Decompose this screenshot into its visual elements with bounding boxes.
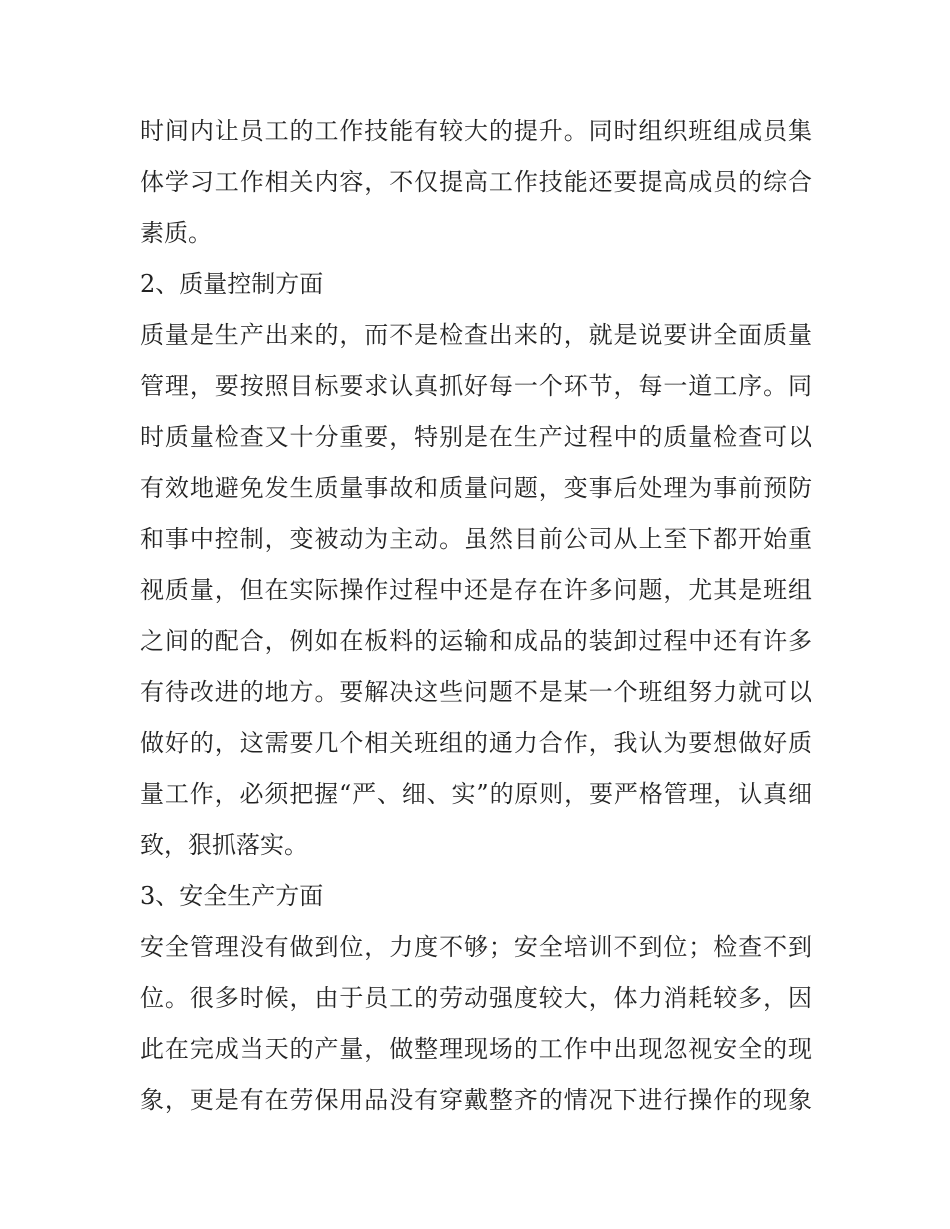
text-line: 视质量，但在实际操作过程中还是存在许多问题，尤其是班组 [140, 576, 812, 604]
text-line: 位。很多时候，由于员工的劳动强度较大，体力消耗较多，因 [140, 984, 812, 1012]
text-line: 安全管理没有做到位，力度不够；安全培训不到位；检查不到 [140, 933, 812, 961]
text-line: 和事中控制，变被动为主动。虽然目前公司从上至下都开始重 [140, 525, 812, 553]
text-line: 之间的配合，例如在板料的运输和成品的装卸过程中还有许多 [140, 627, 812, 655]
text-line: 质量是生产出来的，而不是检查出来的，就是说要讲全面质量 [140, 321, 812, 349]
text-line: 时间内让员工的工作技能有较大的提升。同时组织班组成员集 [140, 117, 812, 145]
text-line: 做好的，这需要几个相关班组的通力合作，我认为要想做好质 [140, 729, 812, 757]
document-page [140, 106, 812, 1126]
text-line: 此在完成当天的产量，做整理现场的工作中出现忽视安全的现 [140, 1035, 812, 1063]
text-line: 素质。 [140, 219, 212, 247]
text-line: 时质量检查又十分重要，特别是在生产过程中的质量检查可以 [140, 423, 812, 451]
text-line: 有效地避免发生质量事故和质量问题，变事后处理为事前预防 [140, 474, 812, 502]
text-line: 致，狠抓落实。 [140, 831, 308, 859]
section-heading-safety-production: 3、安全生产方面 [140, 882, 324, 910]
text-line: 有待改进的地方。要解决这些问题不是某一个班组努力就可以 [140, 678, 812, 706]
text-line: 体学习工作相关内容，不仅提高工作技能还要提高成员的综合 [140, 168, 812, 196]
text-line: 量工作，必须把握“严、细、实”的原则，要严格管理，认真细 [140, 780, 812, 808]
section-heading-quality-control: 2、质量控制方面 [140, 270, 324, 298]
text-line: 管理，要按照目标要求认真抓好每一个环节，每一道工序。同 [140, 372, 812, 400]
text-line: 象，更是有在劳保用品没有穿戴整齐的情况下进行操作的现象 [140, 1086, 812, 1114]
